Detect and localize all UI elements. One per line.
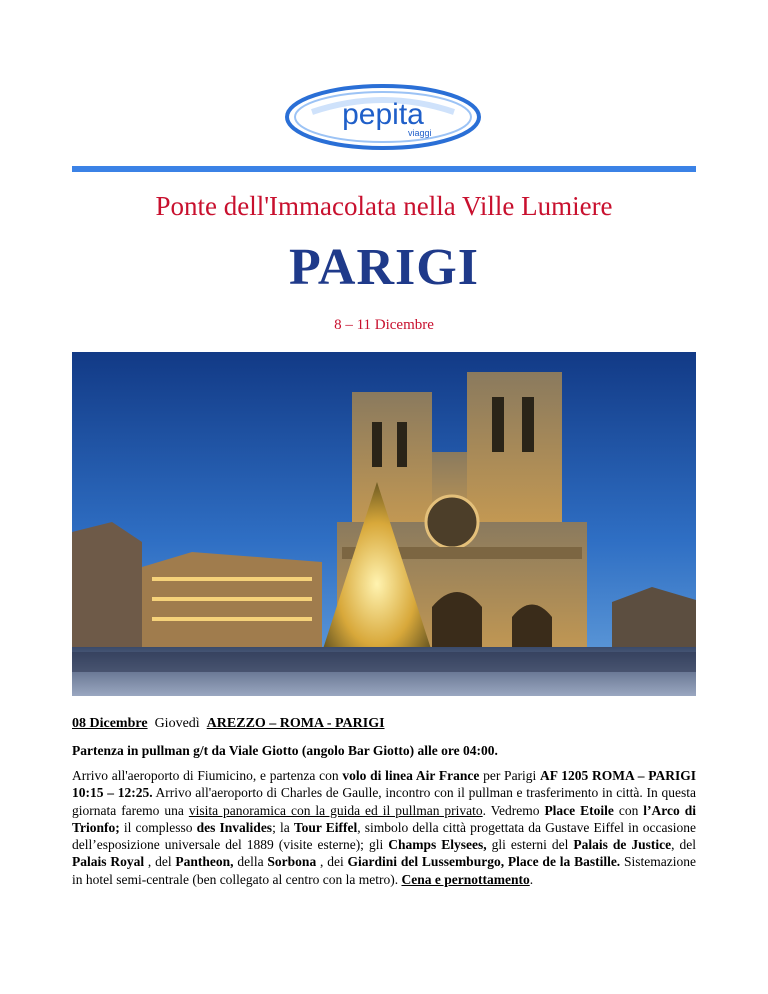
tour-eiffel: Tour Eiffel [293, 819, 358, 835]
text-run: per Parigi [479, 768, 541, 783]
palais-de-justice: Palais de Justice [573, 837, 672, 853]
text-run: . Vedremo [482, 802, 545, 818]
invalides: des Invalides [196, 819, 273, 835]
text-run: , simbolo della città progettata da Gustave Eiffel in occasione dell’esposizione universale del 1889 (visite esterne); gli [72, 819, 697, 853]
place-etoile: Place Etoile [544, 802, 614, 818]
logo-brand-text: pepita [342, 98, 424, 131]
page-title: PARIGI [289, 239, 479, 296]
text-run: con [613, 802, 644, 818]
arco-di-trionfo: l’Arco di Trionfo; [72, 802, 696, 835]
day1-heading [72, 715, 696, 732]
text-run: gli esterni del [486, 837, 574, 853]
text-run: Arrivo all'aeroporto di Fiumicino, e partenza con [72, 768, 343, 783]
text-run: , del [144, 854, 176, 870]
palais-royal: Palais Royal [72, 854, 145, 870]
text-run: , del [671, 837, 696, 853]
notre-dame-photo [72, 352, 696, 696]
cathedral-illustration [72, 352, 696, 696]
pepita-viaggi-logo [284, 84, 482, 150]
day1-description [72, 767, 696, 888]
page-subtitle: Ponte dell'Immacolata nella Ville Lumiere [155, 191, 613, 221]
text-run: . [529, 871, 534, 887]
sorbona: Sorbona [267, 854, 317, 870]
logo-sub-text: viaggi [408, 128, 432, 138]
text-run: della [233, 854, 268, 870]
day1-weekday: Giovedì [154, 716, 200, 731]
text-run: Arrivo all'aeroporto di Charles de Gaulle, incontro con il pullman e trasferimento in città. In questa giornata faremo una [72, 785, 696, 818]
trip-dates: 8 – 11 Dicembre [334, 317, 434, 333]
text-run: , dei [316, 854, 348, 870]
text-run: il complesso [119, 819, 197, 835]
dinner-overnight: Cena e pernottamento [401, 871, 530, 887]
day1-date: 08 Dicembre [72, 716, 148, 731]
text-run: Sistemazione in hotel semi-centrale (ben collegato al centro con la metro). [72, 854, 696, 887]
flight-type: volo di linea Air France [342, 768, 480, 783]
flight-code: AF 1205 ROMA – PARIGI 10:15 – 12:25. [72, 768, 696, 801]
text-run: ; la [272, 819, 294, 835]
champs-elysees: Champs Elysees, [388, 837, 487, 853]
guided-tour-note: visita panoramica con la guida ed il pullman privato [188, 802, 483, 818]
giardini-bastille: Giardini del Lussemburgo, Place de la Bastille. [347, 854, 621, 870]
day1-route: AREZZO – ROMA - PARIGI [206, 716, 385, 731]
pantheon: Pantheon, [175, 854, 234, 870]
day1-departure: Partenza in pullman g/t da Viale Giotto (angolo Bar Giotto) alle ore 04:00. [72, 743, 498, 758]
header-divider [72, 166, 696, 172]
logo-graphic [284, 84, 482, 150]
